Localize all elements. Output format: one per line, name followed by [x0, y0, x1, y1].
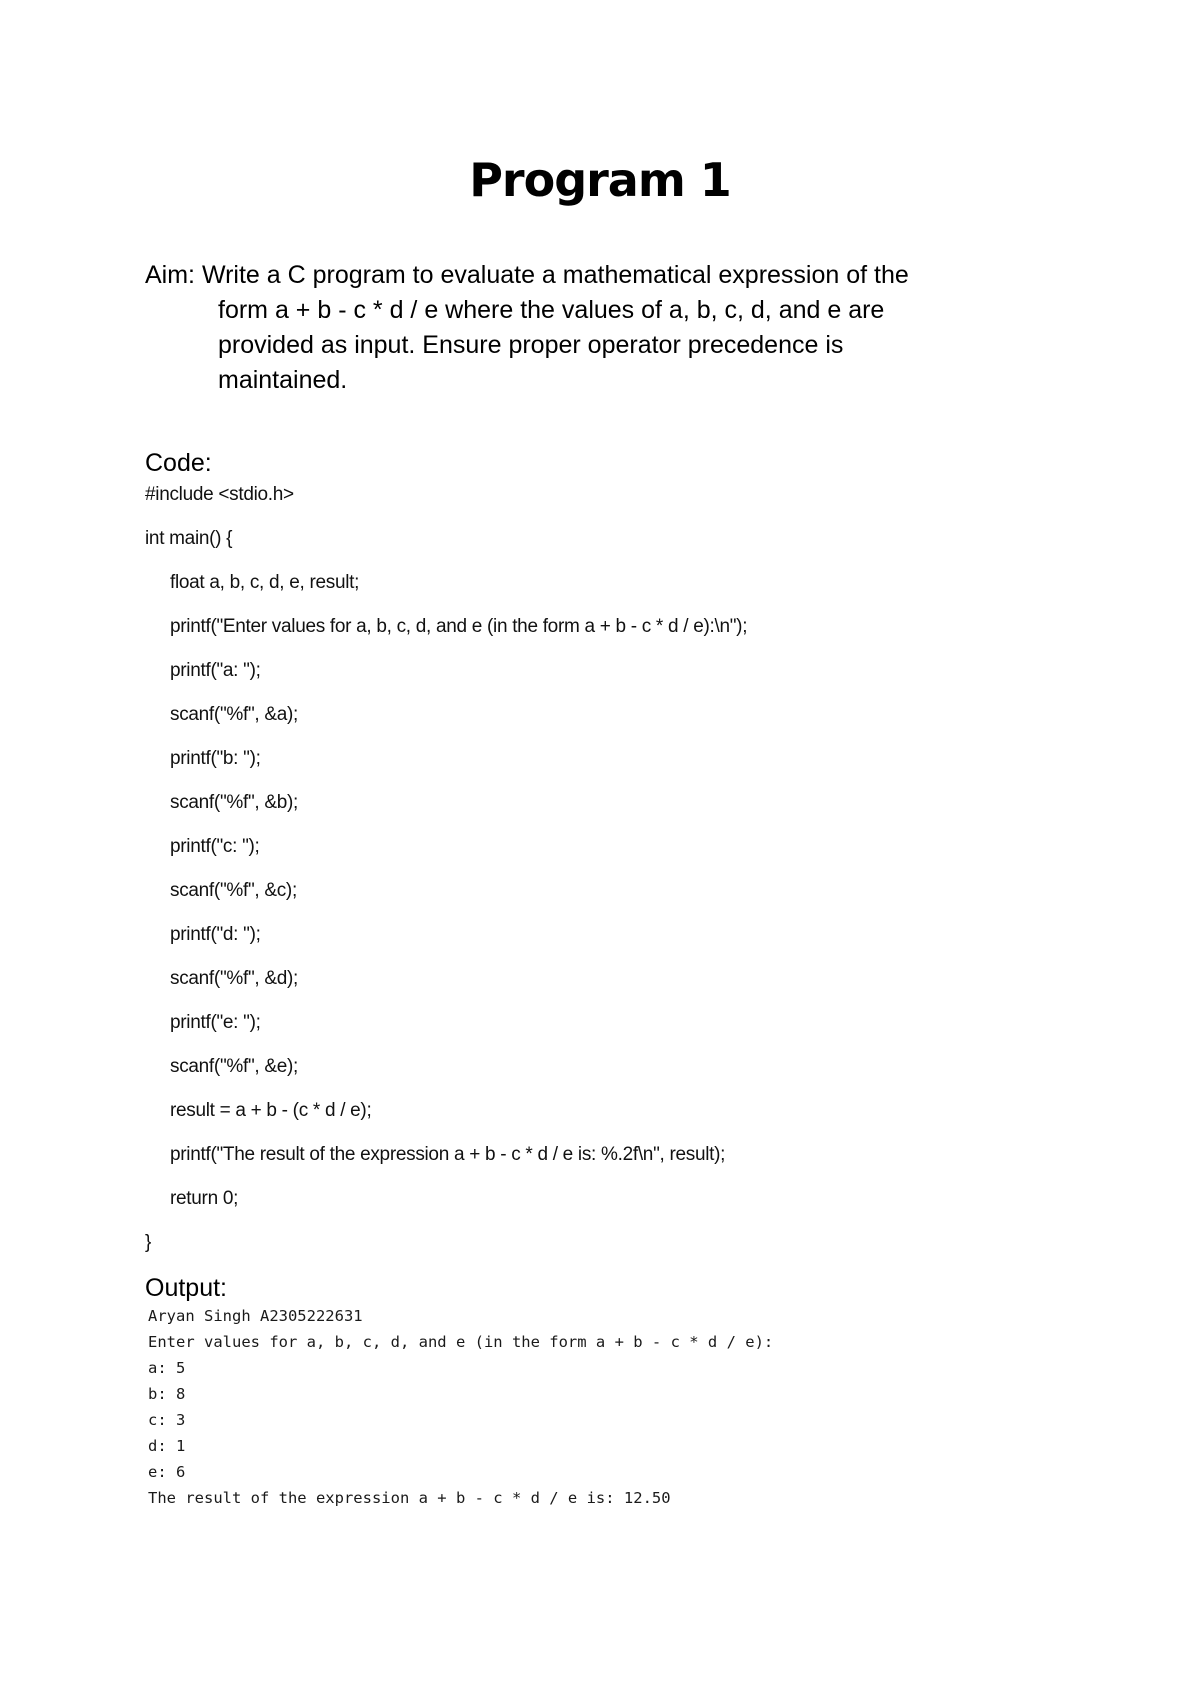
code-line: scanf("%f", &b);: [170, 792, 299, 813]
aim-text-line: provided as input. Ensure proper operator precedence is: [218, 331, 844, 359]
aim-text-line: form a + b - c * d / e where the values of a, b, c, d, and e are: [218, 296, 885, 324]
code-line: float a, b, c, d, e, result;: [170, 572, 360, 593]
code-line: printf("c: ");: [170, 836, 260, 857]
aim-paragraph: [145, 258, 1045, 398]
output-heading: Output:: [145, 1274, 227, 1302]
code-line: printf("a: ");: [170, 660, 261, 681]
console-output: [148, 1306, 773, 1514]
code-line: return 0;: [170, 1188, 239, 1209]
aim-label: Aim:: [145, 261, 195, 289]
page-title: Program 1: [469, 153, 731, 207]
aim-text-line: Write a C program to evaluate a mathematical expression of the: [201, 261, 909, 289]
code-line: result = a + b - (c * d / e);: [170, 1100, 372, 1121]
output-line: c: 3: [148, 1411, 186, 1429]
code-block: [145, 482, 747, 1274]
code-line: printf("The result of the expression a + b - c * d / e is: %.2f\n", result);: [170, 1144, 726, 1165]
code-line: printf("Enter values for a, b, c, d, and e (in the form a + b - c * d / e):\n");: [170, 616, 748, 637]
code-line: printf("e: ");: [170, 1012, 261, 1033]
aim-text-line: maintained.: [218, 366, 348, 394]
output-line: The result of the expression a + b - c * d / e is: 12.50: [148, 1489, 671, 1507]
code-line: scanf("%f", &d);: [170, 968, 299, 989]
aim-line-1: [145, 258, 1045, 293]
code-line: int main() {: [145, 528, 233, 549]
code-line: scanf("%f", &e);: [170, 1056, 299, 1077]
code-line: printf("b: ");: [170, 748, 261, 769]
output-line: Enter values for a, b, c, d, and e (in the form a + b - c * d / e):: [148, 1333, 774, 1351]
code-line: scanf("%f", &c);: [170, 880, 297, 901]
code-heading: Code:: [145, 449, 212, 477]
code-line: #include <stdio.h>: [145, 484, 294, 505]
output-line: a: 5: [148, 1359, 186, 1377]
code-line: scanf("%f", &a);: [170, 704, 299, 725]
output-line: b: 8: [148, 1385, 186, 1403]
output-line: e: 6: [148, 1463, 186, 1481]
code-line: printf("d: ");: [170, 924, 261, 945]
output-line: d: 1: [148, 1437, 186, 1455]
output-line: Aryan Singh A2305222631: [148, 1307, 363, 1325]
code-line: }: [145, 1232, 152, 1253]
